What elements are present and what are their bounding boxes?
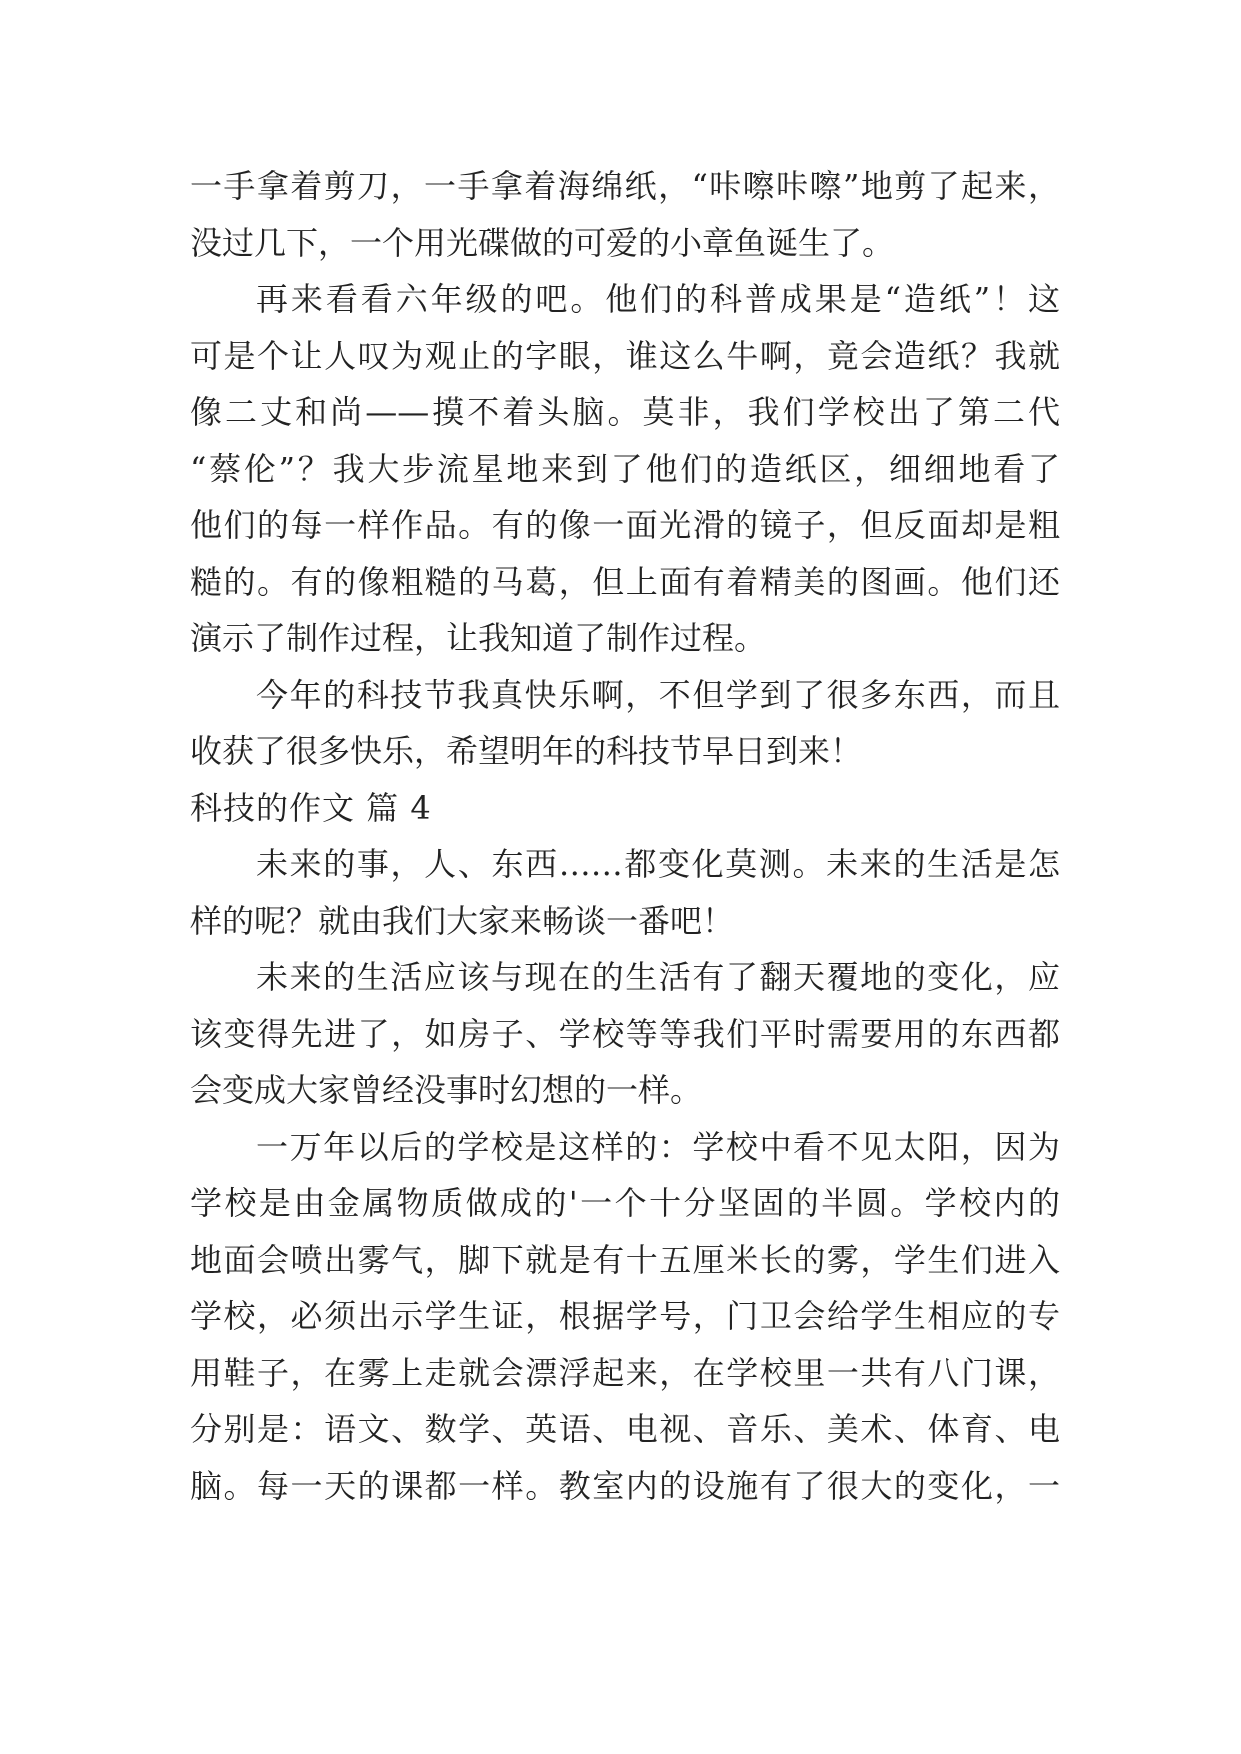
essay-line: 未来的事，人、东西……都变化莫测。未来的生活是怎	[256, 845, 1060, 883]
essay-line: 学校是由金属物质做成的'一个十分坚固的半圆。学校内的	[190, 1184, 1060, 1222]
essay-line: 收获了很多快乐，希望明年的科技节早日到来！	[190, 732, 863, 770]
essay-line: 再来看看六年级的吧。他们的科普成果是“造纸”！这	[256, 280, 1060, 318]
essay-line: 没过几下，一个用光碟做的可爱的小章鱼诞生了。	[190, 223, 895, 262]
essay-line: 会变成大家曾经没事时幻想的一样。	[190, 1071, 703, 1109]
essay-line: 一万年以后的学校是这样的：学校中看不见太阳，因为	[256, 1127, 1060, 1166]
essay-line: 未来的生活应该与现在的生活有了翻天覆地的变化，应	[256, 958, 1060, 996]
essay-line: 一手拿着剪刀，一手拿着海绵纸，“咔嚓咔嚓”地剪了起来，	[190, 167, 1060, 205]
essay-line: “蔡伦”？我大步流星地来到了他们的造纸区，细细地看了	[190, 449, 1060, 488]
essay-line: 该变得先进了，如房子、学校等等我们平时需要用的东西都	[190, 1014, 1060, 1053]
essay-line: 糙的。有的像粗糙的马葛，但上面有着精美的图画。他们还	[190, 562, 1060, 601]
essay-line: 样的呢？就由我们大家来畅谈一番吧！	[190, 901, 735, 940]
essay-line: 他们的每一样作品。有的像一面光滑的镜子，但反面却是粗	[190, 506, 1060, 544]
section-heading: 科技的作文 篇 4	[190, 788, 432, 827]
essay-line: 用鞋子，在雾上走就会漂浮起来，在学校里一共有八门课，	[190, 1353, 1060, 1392]
essay-line: 分别是：语文、数学、英语、电视、音乐、美术、体育、电	[190, 1410, 1060, 1448]
essay-body	[190, 158, 1060, 1514]
essay-line: 地面会喷出雾气，脚下就是有十五厘米长的雾，学生们进入	[190, 1240, 1060, 1279]
essay-line: 今年的科技节我真快乐啊，不但学到了很多东西，而且	[256, 675, 1060, 714]
essay-line: 脑。每一天的课都一样。教室内的设施有了很大的变化，一	[190, 1466, 1060, 1505]
essay-line: 像二丈和尚——摸不着头脑。莫非，我们学校出了第二代	[190, 393, 1060, 431]
essay-line: 可是个让人叹为观止的字眼，谁这么牛啊，竟会造纸？我就	[190, 336, 1060, 375]
essay-line: 学校，必须出示学生证，根据学号，门卫会给学生相应的专	[190, 1297, 1060, 1335]
essay-line: 演示了制作过程，让我知道了制作过程。	[190, 619, 767, 657]
